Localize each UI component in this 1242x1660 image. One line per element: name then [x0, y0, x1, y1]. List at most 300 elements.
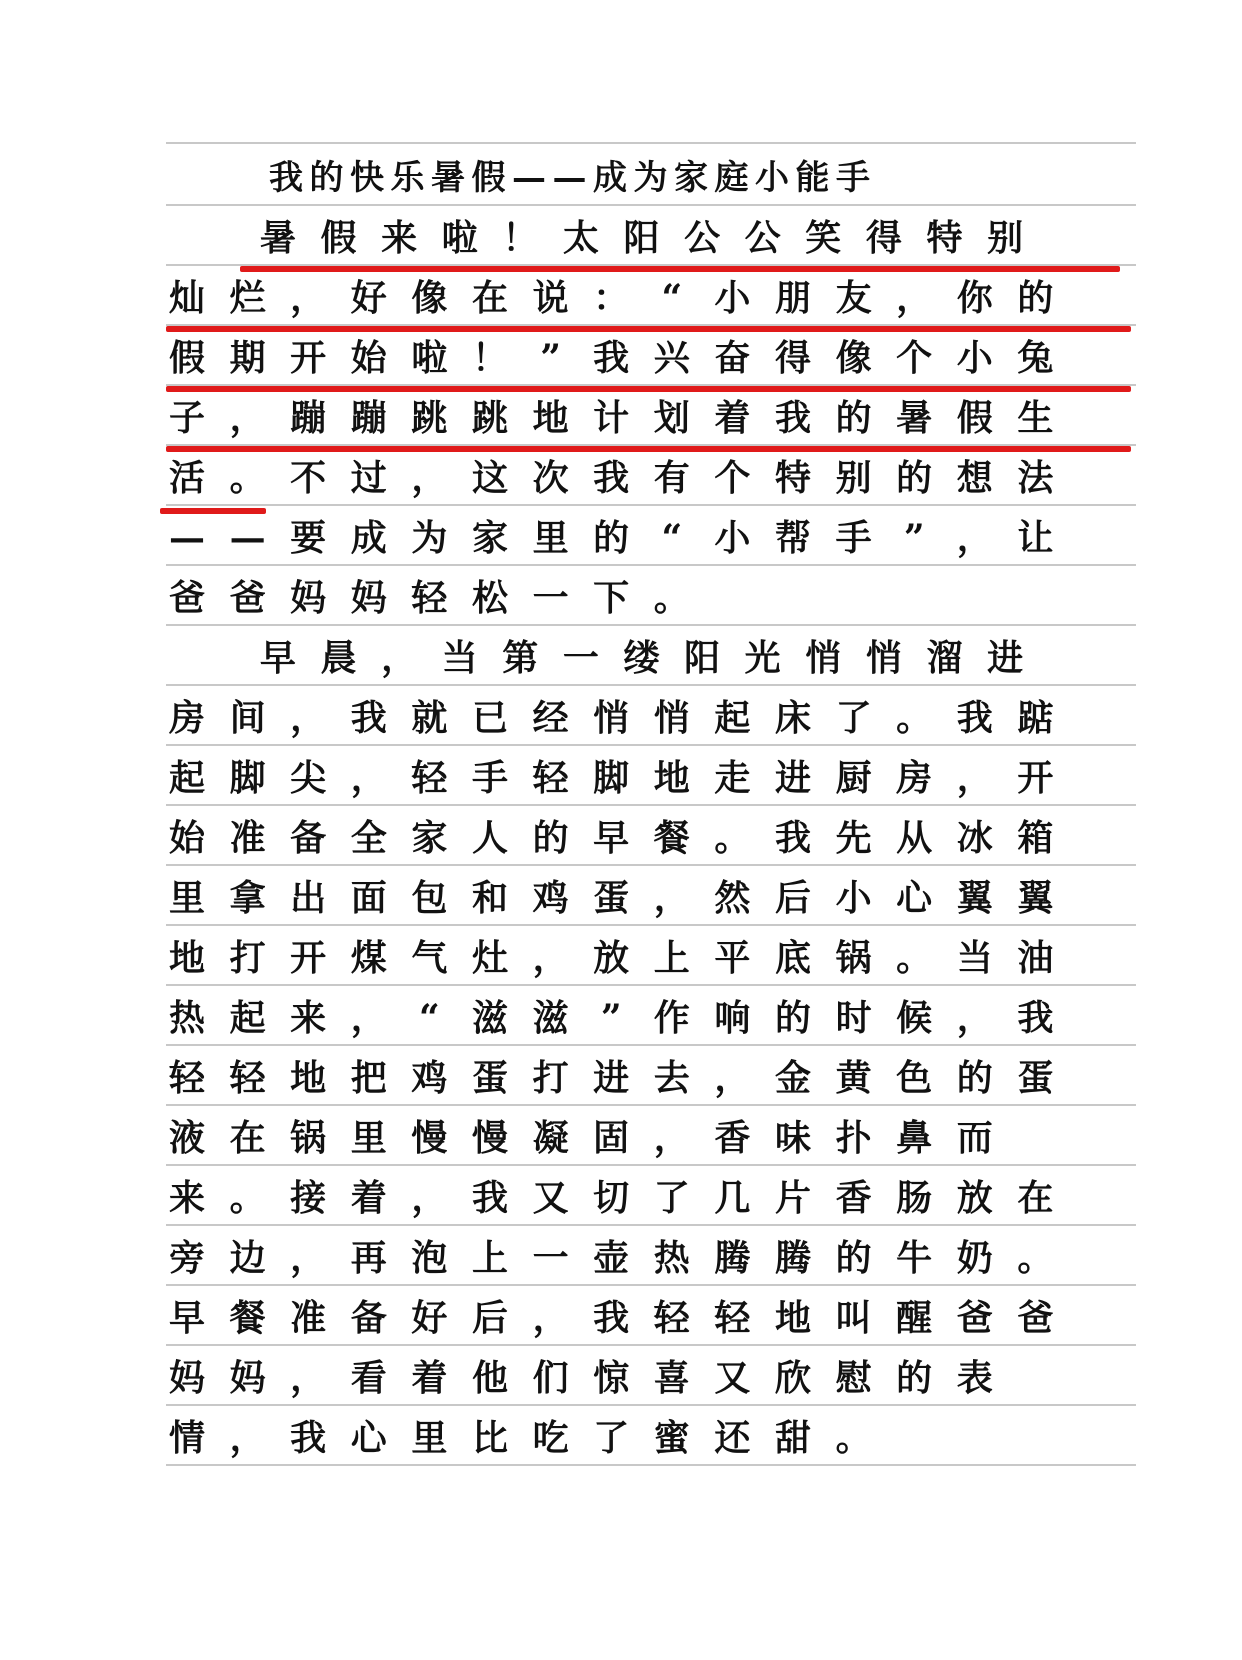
text-char: 轻	[532, 757, 569, 799]
red-underline	[166, 446, 1131, 452]
text-char: 着	[350, 1177, 387, 1219]
text-char: 几	[714, 1177, 751, 1219]
text-char: 缕	[623, 637, 660, 679]
text-char: 好	[350, 277, 387, 319]
text-char: 后	[471, 1297, 508, 1339]
text-char: 切	[593, 1177, 630, 1219]
text-char: 烂	[229, 277, 266, 319]
text-char: 家	[471, 517, 508, 559]
ruled-line	[166, 924, 1136, 926]
text-char: ，	[290, 697, 327, 739]
text-char: 黄	[835, 1057, 872, 1099]
text-char: 边	[229, 1237, 266, 1279]
text-char: 踮	[1017, 697, 1054, 739]
text-char: 地	[532, 397, 569, 439]
title-char: 的	[309, 158, 344, 198]
text-char: “	[661, 277, 683, 319]
text-char: 爸	[229, 577, 266, 619]
title-char: 小	[755, 158, 789, 198]
text-char: 叫	[835, 1297, 872, 1339]
text-char: 壶	[593, 1237, 630, 1279]
text-char: 金	[774, 1057, 811, 1099]
text-char: 轻	[411, 757, 448, 799]
title-char: 快	[350, 158, 384, 198]
text-char: 公	[744, 217, 781, 259]
text-char: 上	[471, 1237, 508, 1279]
text-line	[166, 1408, 1136, 1470]
text-char: ，	[532, 937, 569, 979]
text-line	[166, 808, 1136, 870]
text-char: 蹦	[290, 397, 327, 439]
text-char: 始	[350, 337, 387, 379]
text-line	[166, 448, 1136, 510]
text-char: 溜	[926, 637, 963, 679]
text-char: 油	[1017, 937, 1054, 979]
red-underline	[160, 508, 266, 514]
text-char: 小	[956, 337, 993, 379]
text-char: 我	[593, 457, 630, 499]
text-char: 我	[350, 697, 387, 739]
text-char: 轻	[168, 1057, 205, 1099]
text-char: 你	[956, 277, 993, 319]
text-char: 放	[956, 1177, 993, 1219]
ruled-line	[166, 384, 1136, 386]
text-char: 从	[896, 817, 933, 859]
text-char: 手	[835, 517, 872, 559]
text-char: 尖	[290, 757, 327, 799]
title-char: 能	[795, 158, 830, 198]
text-char: 别	[835, 457, 872, 499]
text-char: 想	[956, 457, 993, 499]
text-char: 阳	[623, 217, 660, 259]
text-char: 小	[835, 877, 872, 919]
text-char: 地	[653, 757, 690, 799]
text-line	[166, 688, 1136, 750]
ruled-line	[166, 142, 1136, 144]
text-char: 他	[471, 1357, 508, 1399]
ruled-line	[166, 1404, 1136, 1406]
text-char: 说	[532, 277, 569, 319]
text-char: ，	[350, 757, 387, 799]
text-char: 第	[502, 637, 539, 679]
text-char: 有	[653, 457, 690, 499]
text-char: 好	[411, 1297, 448, 1339]
text-char: 跳	[471, 397, 508, 439]
text-char: 这	[471, 457, 508, 499]
text-char: 个	[896, 337, 933, 379]
text-char: 热	[653, 1237, 690, 1279]
ruled-line	[166, 1284, 1136, 1286]
text-char: 小	[714, 517, 751, 559]
text-char: 进	[774, 757, 811, 799]
text-char: ，	[350, 997, 387, 1039]
text-char: 起	[168, 757, 205, 799]
text-char: 肠	[896, 1177, 933, 1219]
text-char: ，	[290, 1357, 327, 1399]
text-char: 起	[229, 997, 266, 1039]
title-char: 成	[593, 158, 627, 198]
text-char: 爸	[168, 577, 205, 619]
text-char: 一	[532, 577, 569, 619]
text-char: 面	[350, 877, 387, 919]
text-char: 当	[441, 637, 478, 679]
text-char: 蛋	[471, 1057, 508, 1099]
text-char: 蛋	[1017, 1057, 1054, 1099]
text-char: 再	[350, 1237, 387, 1279]
text-char: 房	[168, 697, 205, 739]
title-char: 假	[471, 158, 506, 198]
text-char: 早	[593, 817, 630, 859]
text-char: 了	[653, 1177, 690, 1219]
text-char: 妈	[350, 577, 387, 619]
ruled-line	[166, 684, 1136, 686]
text-char: 已	[471, 697, 508, 739]
text-char: 友	[835, 277, 872, 319]
text-char: 开	[290, 937, 327, 979]
text-char: 在	[1017, 1177, 1054, 1219]
text-char: 候	[896, 997, 933, 1039]
text-char: 放	[593, 937, 630, 979]
ruled-line	[166, 504, 1136, 506]
text-char: 我	[290, 1417, 327, 1459]
text-char: 的	[593, 517, 630, 559]
text-char: 。	[835, 1417, 872, 1459]
text-char: 个	[714, 457, 751, 499]
text-char: 心	[350, 1417, 387, 1459]
text-char: 。	[653, 577, 690, 619]
text-char: 地	[774, 1297, 811, 1339]
text-char: 蜜	[653, 1417, 690, 1459]
text-char: 出	[290, 877, 327, 919]
text-char: 在	[229, 1117, 266, 1159]
text-char: 泡	[411, 1237, 448, 1279]
text-char: 奋	[714, 337, 751, 379]
text-char: 热	[168, 997, 205, 1039]
title-char: 暑	[431, 158, 465, 198]
text-char: 跳	[411, 397, 448, 439]
text-char: 惊	[593, 1357, 630, 1399]
red-underline	[240, 266, 1120, 272]
text-char: 地	[290, 1057, 327, 1099]
text-char: 法	[1017, 457, 1054, 499]
text-line	[166, 628, 1136, 690]
title-char: —	[552, 158, 587, 198]
text-char: 假	[168, 337, 205, 379]
text-line	[166, 1348, 1136, 1410]
text-char: 蹦	[350, 397, 387, 439]
text-char: 划	[653, 397, 690, 439]
text-char: 间	[229, 697, 266, 739]
text-char: 轻	[411, 577, 448, 619]
ruled-line	[166, 744, 1136, 746]
text-char: 让	[1017, 517, 1054, 559]
text-char: 旁	[168, 1237, 205, 1279]
text-char: ，	[956, 517, 993, 559]
text-char: 悄	[653, 697, 690, 739]
text-char: 早	[168, 1297, 205, 1339]
ruled-line	[166, 1344, 1136, 1346]
text-char: 准	[290, 1297, 327, 1339]
text-char: 的	[774, 997, 811, 1039]
text-char: 计	[593, 397, 630, 439]
ruled-line	[166, 444, 1136, 446]
text-line	[166, 1168, 1136, 1230]
text-char: 小	[714, 277, 751, 319]
ruled-line	[166, 324, 1136, 326]
text-char: 奶	[956, 1237, 993, 1279]
title-char: 庭	[714, 158, 749, 198]
text-char: 兔	[1017, 337, 1054, 379]
text-char: 进	[593, 1057, 630, 1099]
text-char: ：	[593, 277, 630, 319]
text-char: 悄	[805, 637, 842, 679]
title-char: 手	[836, 158, 870, 198]
text-char: 妈	[168, 1357, 205, 1399]
text-char: 轻	[653, 1297, 690, 1339]
title-char: 我	[269, 158, 303, 198]
text-char: 晨	[320, 637, 357, 679]
text-char: 我	[1017, 997, 1054, 1039]
text-char: 后	[774, 877, 811, 919]
text-char: 脚	[229, 757, 266, 799]
text-char: 开	[1017, 757, 1054, 799]
text-char: 心	[896, 877, 933, 919]
text-char: 爸	[1017, 1297, 1054, 1339]
text-char: 时	[835, 997, 872, 1039]
text-char: 假	[956, 397, 993, 439]
title-char: —	[512, 158, 546, 198]
text-char: 的	[835, 1237, 872, 1279]
ruled-line	[166, 1044, 1136, 1046]
text-char: 还	[714, 1417, 751, 1459]
text-char: ，	[290, 1237, 327, 1279]
text-char: ，	[411, 1177, 448, 1219]
text-char: 扑	[835, 1117, 872, 1159]
text-char: 开	[290, 337, 327, 379]
text-char: 然	[714, 877, 751, 919]
text-char: 餐	[653, 817, 690, 859]
text-char: 来	[168, 1177, 205, 1219]
text-char: 松	[471, 577, 508, 619]
title-char: 为	[633, 158, 668, 198]
red-underline	[166, 386, 1131, 392]
text-char: ”	[600, 997, 622, 1039]
ruled-line	[166, 204, 1136, 206]
text-char: 地	[168, 937, 205, 979]
text-line	[166, 388, 1136, 450]
text-char: 情	[168, 1417, 205, 1459]
text-char: 得	[774, 337, 811, 379]
text-char: 帮	[774, 517, 811, 559]
text-char: 去	[653, 1057, 690, 1099]
text-char: ”	[540, 337, 561, 379]
text-line	[166, 1108, 1136, 1170]
text-char: 里	[411, 1417, 448, 1459]
text-char: 把	[350, 1057, 387, 1099]
text-char: ，	[956, 757, 993, 799]
text-char: 不	[290, 457, 327, 499]
text-line	[166, 928, 1136, 990]
text-char: ，	[896, 277, 933, 319]
text-char: ，	[714, 1057, 751, 1099]
text-line	[166, 268, 1136, 330]
text-char: 我	[774, 397, 811, 439]
text-char: 腾	[774, 1237, 811, 1279]
text-char: 暑	[896, 397, 933, 439]
text-char: 锅	[290, 1117, 327, 1159]
text-char: 表	[956, 1357, 993, 1399]
text-char: 生	[1017, 397, 1054, 439]
text-char: 当	[956, 937, 993, 979]
text-char: 上	[653, 937, 690, 979]
text-char: 滋	[532, 997, 569, 1039]
text-char: 箱	[1017, 817, 1054, 859]
text-char: 煤	[350, 937, 387, 979]
text-char: 过	[350, 457, 387, 499]
text-char: 来	[290, 997, 327, 1039]
text-line	[166, 1048, 1136, 1110]
text-char: 妈	[290, 577, 327, 619]
ruled-line	[166, 564, 1136, 566]
text-char: 悄	[593, 697, 630, 739]
text-char: 腾	[714, 1237, 751, 1279]
text-char: 一	[532, 1237, 569, 1279]
text-char: 冰	[956, 817, 993, 859]
text-char: 片	[774, 1177, 811, 1219]
text-char: 固	[593, 1117, 630, 1159]
text-char: 看	[350, 1357, 387, 1399]
text-char: ，	[229, 397, 266, 439]
text-char: 家	[411, 817, 448, 859]
text-char: 我	[956, 697, 993, 739]
text-char: 来	[381, 217, 418, 259]
ruled-line	[166, 1224, 1136, 1226]
text-char: 像	[411, 277, 448, 319]
text-char: 的	[1017, 277, 1054, 319]
text-char: 又	[532, 1177, 569, 1219]
text-line	[166, 988, 1136, 1050]
text-char: 。	[714, 817, 751, 859]
text-line	[166, 868, 1136, 930]
text-char: 翼	[956, 877, 993, 919]
text-char: 翼	[1017, 877, 1054, 919]
text-char: 。	[1017, 1237, 1054, 1279]
text-char: 床	[774, 697, 811, 739]
text-char: 拿	[229, 877, 266, 919]
text-char: 手	[471, 757, 508, 799]
text-char: 比	[471, 1417, 508, 1459]
text-char: 活	[168, 457, 205, 499]
text-line	[166, 508, 1136, 570]
text-char: 厨	[835, 757, 872, 799]
text-char: 蛋	[593, 877, 630, 919]
text-char: ，	[653, 1117, 690, 1159]
text-char: 特	[926, 217, 963, 259]
text-char: 兴	[653, 337, 690, 379]
text-char: 走	[714, 757, 751, 799]
text-char: ，	[532, 1297, 569, 1339]
text-char: ，	[290, 277, 327, 319]
text-char: ，	[956, 997, 993, 1039]
text-char: 人	[471, 817, 508, 859]
text-char: 滋	[471, 997, 508, 1039]
text-char: ，	[229, 1417, 266, 1459]
text-char: ！	[502, 217, 539, 259]
text-char: 打	[229, 937, 266, 979]
text-char: 始	[168, 817, 205, 859]
text-char: 吃	[532, 1417, 569, 1459]
text-char: 。	[896, 937, 933, 979]
text-line	[166, 568, 1136, 630]
text-char: 喜	[653, 1357, 690, 1399]
text-char: 锅	[835, 937, 872, 979]
ruled-line	[166, 864, 1136, 866]
text-char: 着	[411, 1357, 448, 1399]
text-char: 液	[168, 1117, 205, 1159]
text-char: 的	[896, 457, 933, 499]
text-char: 特	[774, 457, 811, 499]
text-char: 又	[714, 1357, 751, 1399]
text-char: 慢	[411, 1117, 448, 1159]
text-char: 准	[229, 817, 266, 859]
text-char: ，	[381, 637, 418, 679]
text-char: 我	[593, 337, 630, 379]
text-char: 轻	[229, 1057, 266, 1099]
text-char: 里	[350, 1117, 387, 1159]
text-char: 一	[562, 637, 599, 679]
text-char: 包	[411, 877, 448, 919]
text-char: 而	[956, 1117, 993, 1159]
text-char: “	[661, 517, 683, 559]
text-char: 慰	[835, 1357, 872, 1399]
text-char: 为	[411, 517, 448, 559]
text-char: 灿	[168, 277, 205, 319]
text-char: 太	[562, 217, 599, 259]
text-char: 轻	[714, 1297, 751, 1339]
text-char: 进	[987, 637, 1024, 679]
text-char: 下	[593, 577, 630, 619]
text-char: 次	[532, 457, 569, 499]
text-char: 醒	[896, 1297, 933, 1339]
text-char: 鸡	[411, 1057, 448, 1099]
text-char: ，	[653, 877, 690, 919]
text-char: 味	[774, 1117, 811, 1159]
text-char: 慢	[471, 1117, 508, 1159]
text-char: 香	[714, 1117, 751, 1159]
text-char: 的	[896, 1357, 933, 1399]
text-char: 先	[835, 817, 872, 859]
text-char: —	[169, 517, 205, 559]
text-char: 作	[653, 997, 690, 1039]
text-char: 打	[532, 1057, 569, 1099]
title-char: 乐	[390, 158, 425, 198]
text-char: 全	[350, 817, 387, 859]
text-line	[166, 208, 1136, 270]
essay-title	[166, 150, 1136, 206]
text-char: 就	[411, 697, 448, 739]
ruled-line	[166, 804, 1136, 806]
text-char: 朋	[774, 277, 811, 319]
text-char: 的	[835, 397, 872, 439]
text-char: 响	[714, 997, 751, 1039]
text-char: 。	[896, 697, 933, 739]
text-char: 鸡	[532, 877, 569, 919]
text-char: —	[229, 517, 266, 559]
text-char: 爸	[956, 1297, 993, 1339]
text-char: 子	[168, 397, 205, 439]
text-char: 欣	[774, 1357, 811, 1399]
text-char: 要	[290, 517, 327, 559]
